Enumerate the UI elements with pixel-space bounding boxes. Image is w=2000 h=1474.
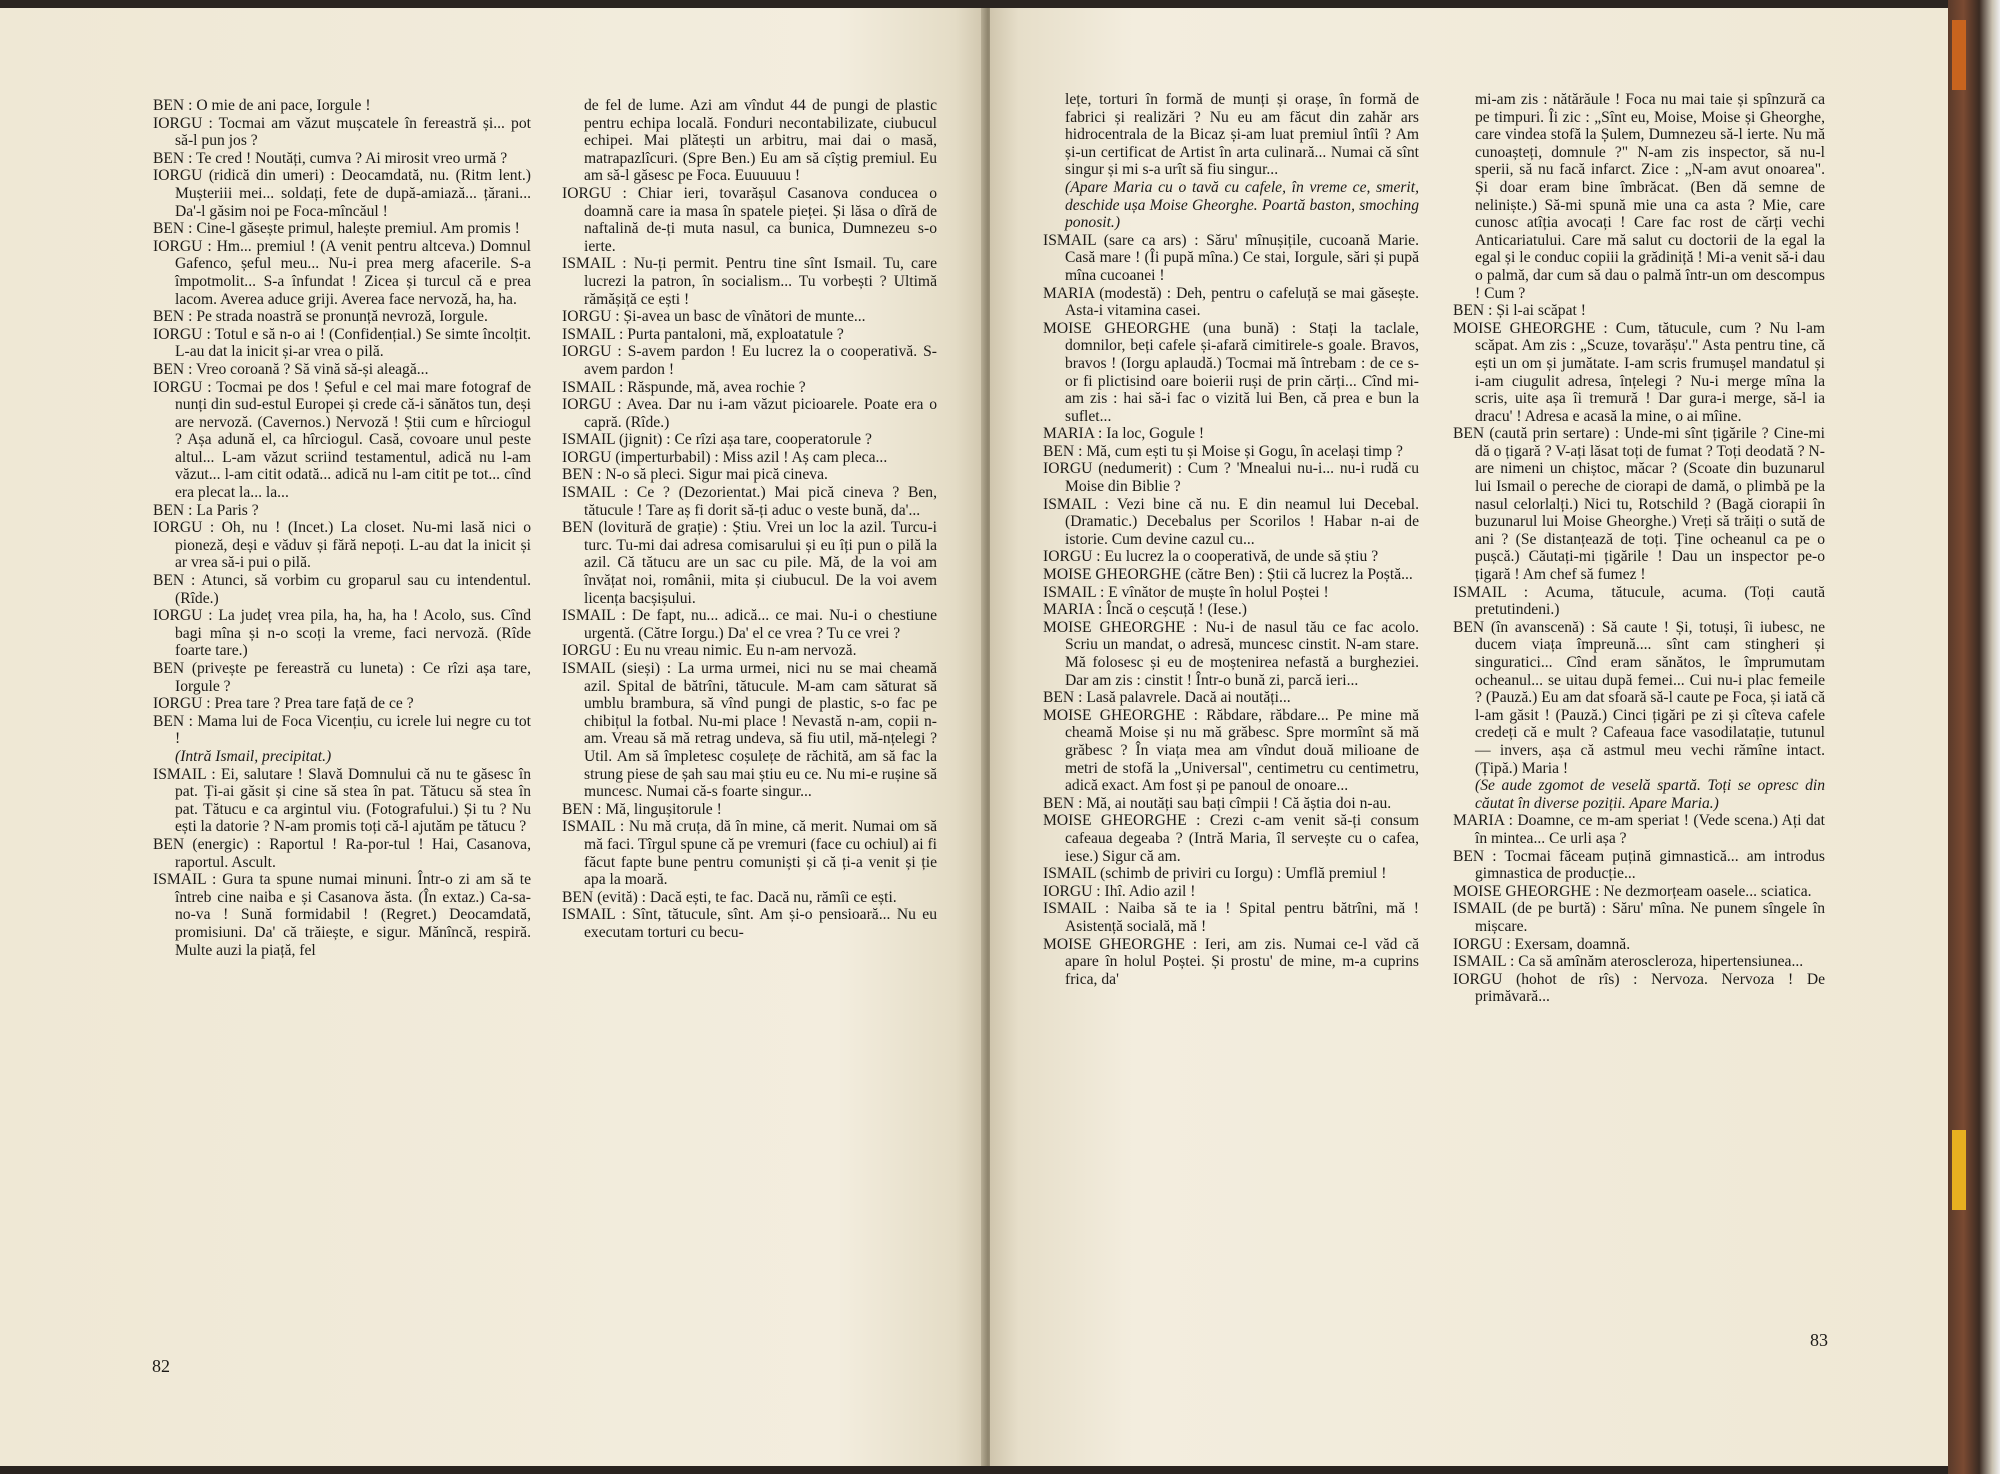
- dialogue-line: ISMAIL (sare ca ars) : Săru' mînușițile, cucoană Marie. Casă mare ! (Îi pupă mîna.) Ce stai, Iorgule, sări și pupă mîna cucoanei !: [1043, 231, 1419, 284]
- dialogue-line: BEN : Cine-l găsește primul, halește premiul. Am promis !: [153, 220, 520, 238]
- dialogue-line: IORGU : Totul e să n-o ai ! (Confidențial.) Se simte încolțit. L-au dat la inicit și-ar vrea o pilă.: [153, 325, 531, 361]
- dialogue-line: IORGU (imperturbabil) : Miss azil ! Aș cam pleca...: [562, 448, 888, 466]
- dialogue-line: IORGU : Ihî. Adio azil !: [1043, 882, 1196, 900]
- dialogue-line: MOISE GHEORGHE : Cum, tătucule, cum ? Nu l-am scăpat. Am zis : „Scuze, tovarășu'." Asta pentru tine, că ești un om și jumătate. I-am scris frumușel mandatul și i-am ciugulit adresa, înțelegi ? Nu-i merge mîna la scris, uite așa îi tremură ! Dar gura-i merge, să-l ia dracu' ! Adresa e acasă la mine, o ai mîine.: [1453, 319, 1825, 425]
- dialogue-line: BEN (evită) : Dacă ești, te fac. Dacă nu, rămîi ce ești.: [562, 888, 897, 906]
- dialogue-line: MARIA : Ia loc, Gogule !: [1043, 425, 1205, 443]
- dialogue-line: IORGU : Eu nu vreau nimic. Eu n-am nervoză.: [562, 642, 857, 660]
- dialogue-line: BEN : La Paris ?: [153, 501, 259, 519]
- dialogue-line: mi-am zis : nătărăule ! Foca nu mai taie și spînzură ca pe timpuri. Îi zic : „Sînt eu, Moise, Moise și Gheorghe, care vindea stofă la Șulem, Dumnezeu să-l ierte. Nu mă cunoașteți, domnule ?" N-am zis inspector, să nu-l sperii, să nu facă infarct. Zice : „N-am avut onoarea". Și doar eram bine îmbrăcat. (Ben dă semne de neliniște.) Să-mi spună mie una ca asta ? Mie, care cunosc atîția avocați ! Care fac rost de cărți vechi Anticariatului. Care mă salut cu doctorii de la egal la egal și le conduc copiii la grădiniță ! Mi-a venit să-i dau o palmă, dar cum să dau o palmă într-un om descompus ! Cum ?: [1475, 91, 1825, 302]
- bookmark-tab-orange: [1952, 20, 1966, 90]
- dialogue-line: IORGU : Hm... premiul ! (A venit pentru altceva.) Domnul Gafenco, șeful meu... Nu-i prea merg afacerile. S-a împotmolit... S-a înfundat ! Zicea și turcul că e prea lacom. Averea aduce griji. Averea face nervoză, ha, ha.: [153, 237, 531, 308]
- dialogue-line: ISMAIL : Ca să amînăm ateroscleroza, hipertensiunea...: [1453, 953, 1804, 971]
- dialogue-line: IORGU (nedumerit) : Cum ? 'Mnealui nu-i... nu-i rudă cu Moise din Biblie ?: [1043, 460, 1419, 496]
- stage-direction: (Apare Maria cu o tavă cu cafele, în vreme ce, smerit, deschide ușa Moise Gheorghe. Poartă baston, smoching ponosit.): [1065, 178, 1419, 232]
- dialogue-line: IORGU (hohot de rîs) : Nervoza. Nervoza ! De primăvară...: [1453, 970, 1825, 1006]
- dialogue-line: BEN : Tocmai făceam puțină gimnastică... am introdus gimnastica de producție...: [1453, 847, 1825, 883]
- page-edge-strip: [1948, 0, 2000, 1474]
- dialogue-line: MOISE GHEORGHE : Răbdare, răbdare... Pe mine mă cheamă Moise și nu mă grăbesc. Spre mormînt să mă grăbesc ? În viața mea am vîndut două milioane de metri de stofă la „Universal", centimetru cu centimetru, adică exact. Am fost și pe panoul de onoare...: [1043, 706, 1419, 795]
- dialogue-line: MOISE GHEORGHE (către Ben) : Știi că lucrez la Poștă...: [1043, 566, 1413, 584]
- dialogue-line: BEN : Și l-ai scăpat !: [1453, 302, 1586, 320]
- bookmark-tab-yellow: [1952, 1130, 1966, 1210]
- left-page-column-1: [153, 97, 531, 959]
- dialogue-line: BEN : Vreo coroană ? Să vină să-și aleagă...: [153, 360, 429, 378]
- dialogue-line: ISMAIL : Gura ta spune numai minuni. Într-o zi am să te întreb cine naiba e și Casanova ăsta. (În extaz.) Ca-sa-no-va ! Sună formidabil ! (Regret.) Deocamdată, promisiuni. Da' că trăiește, e sigur. Mănîncă, respiră. Multe auzi la piață, fel: [153, 871, 531, 959]
- dialogue-line: BEN : Mă, cum ești tu și Moise și Gogu, în același timp ?: [1043, 442, 1403, 460]
- dialogue-line: MARIA : Doamne, ce m-am speriat ! (Vede scena.) Ați dat în mintea... Ce urli așa ?: [1453, 812, 1825, 847]
- dialogue-line: ISMAIL (de pe burtă) : Săru' mîna. Ne punem sîngele în mișcare.: [1453, 900, 1825, 935]
- left-page-column-2: [562, 97, 937, 942]
- dialogue-line: ISMAIL : Purta pantaloni, mă, exploatatule ?: [562, 325, 844, 343]
- dialogue-line: BEN (privește pe fereastră cu luneta) : Ce rîzi așa tare, Iorgule ?: [153, 660, 531, 695]
- dialogue-line: IORGU : Avea. Dar nu i-am văzut picioarele. Poate era o capră. (Rîde.): [562, 396, 937, 431]
- dialogue-line: MOISE GHEORGHE : Ne dezmorțeam oasele... sciatica.: [1453, 882, 1812, 900]
- dialogue-line: MARIA (modestă) : Deh, pentru o cafeluță se mai găsește. Asta-i vitamina casei.: [1043, 284, 1419, 320]
- dialogue-line: ISMAIL : E vînător de muște în holul Poștei !: [1043, 583, 1329, 601]
- stage-direction: (Intră Ismail, precipitat.): [175, 747, 332, 765]
- page-number-right: 83: [1810, 1330, 1828, 1350]
- dialogue-line: ISMAIL (schimb de priviri cu Iorgu) : Umflă premiul !: [1043, 865, 1387, 883]
- dialogue-line: IORGU : Tocmai pe dos ! Șeful e cel mai mare fotograf de nunți din sud-estul Europei și crede că-i sănătos tun, deși are nervoză. (Cavernos.) Nervoză ! Știi cum e hîrciogul ? Așa adună el, ca hîrciogul. Casă, covoare unul peste altul... L-am văzut scriind testamentul, adică nu l-am văzut... l-am citit odată... adică nu l-am citit pe tot... cînd era plecat la... la...: [153, 378, 531, 502]
- stage-direction: (Se aude zgomot de veselă spartă. Toți se opresc din căutat în diverse poziții. Apare Maria.): [1475, 777, 1825, 812]
- dialogue-line: IORGU : Tocmai am văzut mușcatele în fereastră și... pot să-l pun jos ?: [153, 114, 531, 150]
- right-page-column-1: [1043, 91, 1419, 988]
- page-number-left: 82: [152, 1356, 170, 1376]
- dialogue-line: BEN : Mama lui de Foca Vicențiu, cu icrele lui negre cu tot !: [153, 712, 531, 748]
- dialogue-line: BEN (energic) : Raportul ! Ra-por-tul ! Hai, Casanova, raportul. Ascult.: [153, 835, 531, 871]
- dialogue-line: ISMAIL (sieși) : La urma urmei, nici nu se mai cheamă azil. Spital de bătrîni, tătucule. M-am cam săturat să umblu brambura, să vînd pungi de plastic, s-o fac pe chibițul la fotbal. Nu-mi place ! Nevastă n-am, copii n-am. Vreau să mă retrag undeva, să fiu util, mă-nțelegi ? Util. Am să împletesc coșulețe de răchită, am să fac la strung piese de șah sau mai știu eu ce. Nu mi-e rușine să muncesc. Numai că-s foarte singur...: [562, 660, 937, 801]
- dialogue-line: ISMAIL : Ei, salutare ! Slavă Domnului că nu te găsesc în pat. Ți-ai găsit și cine să stea în pat. Tătucu să stea în pat. Tătucu e ca argintul viu. (Fotografului.) Și tu ? Nu ești la datorie ? N-am promis toți că-l ajutăm pe tătucu ?: [153, 765, 531, 836]
- dialogue-line: IORGU : Și-avea un basc de vînători de munte...: [562, 308, 866, 326]
- dialogue-line: ISMAIL : Acuma, tătucule, acuma. (Toți caută pretutindeni.): [1453, 583, 1825, 619]
- dialogue-line: BEN : O mie de ani pace, Iorgule !: [153, 97, 371, 114]
- dialogue-line: BEN : Mă, lingușitorule !: [562, 800, 722, 818]
- dialogue-line: ISMAIL : Răspunde, mă, avea rochie ?: [562, 378, 806, 396]
- dialogue-line: BEN : Te cred ! Noutăți, cumva ? Ai mirosit vreo urmă ?: [153, 149, 508, 167]
- dialogue-line: ISMAIL : Sînt, tătucule, sînt. Am și-o pensioară... Nu eu executam torturi cu becu-: [562, 906, 937, 941]
- dialogue-line: IORGU : Prea tare ? Prea tare față de ce ?: [153, 695, 414, 713]
- dialogue-line: BEN (caută prin sertare) : Unde-mi sînt țigările ? Cine-mi dă o țigară ? V-ați lăsat toți de fumat ? Toți deodată ? N-are nimeni un chiștoc, măcar ? (Scoate din buzunarul lui Ismail o pereche de ciorapi de damă, o plimbă pe la nasul celorlalți.) Nici tu, Rotschild ? (Bagă ciorapii în buzunarul lui Moise Gheorghe.) Vreți să trăiți o sută de ani ? (Se distanțează de toți. Ține ocheanul ca pe o pușcă.) Căutați-mi țigările ! Dau un inspector pe-o țigară ! Am chef să fumez !: [1453, 425, 1825, 584]
- dialogue-line: de fel de lume. Azi am vîndut 44 de pungi de plastic pentru echipa locală. Fonduri necontabilizate, ciubucul echipei. Mai plătești un arbitru, mai dai o masă, matrapazlîcuri. (Spre Ben.) Eu am să cîștig premiul. Eu am să-l găsesc pe Foca. Euuuuuu !: [584, 97, 937, 185]
- dialogue-line: ISMAIL : Nu mă cruța, dă în mine, că merit. Numai om să mă faci. Tîrgul spune că pe vremuri (face cu ochiul) ai fi făcut fapte bune pentru comuniști și că ți-a venit și ție apa la moară.: [562, 818, 937, 889]
- dialogue-line: BEN : Pe strada noastră se pronunță nevroză, Iorgule.: [153, 308, 488, 326]
- dialogue-line: ISMAIL : Ce ? (Dezorientat.) Mai pică cineva ? Ben, tătucule ! Tare aș fi dorit să-ți aduc o veste bună, da'...: [562, 484, 937, 519]
- dialogue-line: lețe, torturi în formă de munți și orașe, în formă de fabrici și realizări ? Nu eu am făcut din zahăr ars hidrocentrala de la Bicaz și-am luat premiul întîi ? Am și-un certificat de Artist în arta culinară... Numai că sînt singur și mi s-a urît să fiu singur...: [1065, 91, 1419, 179]
- dialogue-line: MOISE GHEORGHE : Crezi c-am venit să-ți consum cafeaua degeaba ? (Intră Maria, îl servește cu o cafea, iese.) Sigur că am.: [1043, 812, 1419, 865]
- dialogue-line: IORGU : S-avem pardon ! Eu lucrez la o cooperativă. S-avem pardon !: [562, 343, 937, 378]
- dialogue-line: MARIA : Încă o ceșcuță ! (Iese.): [1043, 601, 1247, 619]
- dialogue-line: BEN : Mă, ai noutăți sau bați cîmpii ! Că ăștia doi n-au.: [1043, 794, 1392, 812]
- dialogue-line: BEN : Lasă palavrele. Dacă ai noutăți...: [1043, 689, 1291, 707]
- dialogue-line: IORGU : Exersam, doamnă.: [1453, 935, 1631, 953]
- right-page-column-2: [1453, 91, 1825, 1006]
- dialogue-line: IORGU : Chiar ieri, tovarășul Casanova conducea o doamnă care ia masa în spatele pieței. Și lăsa o dîră de naftalină de-ți muta nasul, ca bunica, Dumnezeu s-o ierte.: [562, 184, 937, 255]
- dialogue-line: BEN (în avanscenă) : Să caute ! Și, totuși, îi iubesc, ne ducem viața împreună.... sînt cam stingheri și singuratici... Cînd eram sănătos, le împrumutam ocheanul... se uitau după femei... Cui nu-i plac femeile ? (Pauză.) Eu am dat sfoară să-l caute pe Foca, și iată că l-am găsit ! (Pauză.) Cinci țigări pe zi și cîteva cafele credeți că e mult ? Cafeaua face vasodilatație, tutunul — invers, așa că astmul meu vechi rămîne intact. (Țipă.) Maria !: [1453, 618, 1825, 777]
- dialogue-line: BEN (lovitură de grație) : Știu. Vrei un loc la azil. Turcu-i turc. Tu-mi dai adresa comisarului și eu îți pun o pilă la azil. Că tătucu are un sac cu pile. Mă, de la voi am învățat noi, românii, mita și ciubucul. De la voi avem licența bacșișului.: [562, 519, 937, 607]
- dialogue-line: IORGU : Eu lucrez la o cooperativă, de unde să știu ?: [1043, 548, 1379, 566]
- dialogue-line: ISMAIL (jignit) : Ce rîzi așa tare, cooperatorule ?: [562, 431, 872, 449]
- dialogue-line: IORGU : La județ vrea pila, ha, ha, ha ! Acolo, sus. Cînd bagi mîna și n-o scoți la vreme, faci nervoză. (Rîde foarte tare.): [153, 607, 531, 660]
- dialogue-line: ISMAIL : Vezi bine că nu. E din neamul lui Decebal. (Dramatic.) Decebalus per Scorilos ! Habar n-ai de istorie. Cum devine cazul cu...: [1043, 495, 1419, 548]
- dialogue-line: IORGU (ridică din umeri) : Deocamdată, nu. (Ritm lent.) Mușteriii mei... soldați, fete de după-amiază... țărani... Da'-l găsim noi pe Foca-mîncăul !: [153, 167, 531, 220]
- dialogue-line: ISMAIL : Nu-ți permit. Pentru tine sînt Ismail. Tu, care lucrezi la patron, în socialism... Tu vorbești ? Ultimă rămășiță ce ești !: [562, 255, 937, 308]
- dialogue-line: ISMAIL : De fapt, nu... adică... ce mai. Nu-i o chestiune urgentă. (Către Iorgu.) Da' el ce vrea ? Tu ce vrei ?: [562, 607, 937, 642]
- dialogue-line: MOISE GHEORGHE (una bună) : Stați la taclale, domnilor, beți cafele și-afară cimitirele-s goale. Bravos, bravos ! (Iorgu aplaudă.) Tocmai mă întrebam : de ce s-or fi plictisind oare boierii ruși de prin cărți... Cînd mi-am zis : hai să-i fac o vizită lui Ben, că prea e bun la suflet...: [1043, 319, 1419, 425]
- dialogue-line: IORGU : Oh, nu ! (Incet.) La closet. Nu-mi lasă nici o pioneză, deși e văduv și fără nepoți. L-au dat la inicit și ar vrea să-i pui o pilă.: [153, 519, 531, 572]
- dialogue-line: BEN : Atunci, să vorbim cu groparul sau cu intendentul. (Rîde.): [153, 572, 531, 607]
- dialogue-line: BEN : N-o să pleci. Sigur mai pică cineva.: [562, 466, 828, 484]
- dialogue-line: ISMAIL : Naiba să te ia ! Spital pentru bătrîni, mă ! Asistență socială, mă !: [1043, 900, 1419, 935]
- dialogue-line: MOISE GHEORGHE : Nu-i de nasul tău ce fac acolo. Scriu un mandat, o adresă, muncesc cinstit. N-am stare. Mă folosesc și eu de moștenirea nefastă a burgheziei. Dar am zis : cinstit ! Într-o bună zi, parcă ieri...: [1043, 618, 1419, 689]
- dialogue-line: MOISE GHEORGHE : Ieri, am zis. Numai ce-l văd că apare în holul Poștei. Și prostu' de mine, m-a cuprins frica, da': [1043, 935, 1419, 988]
